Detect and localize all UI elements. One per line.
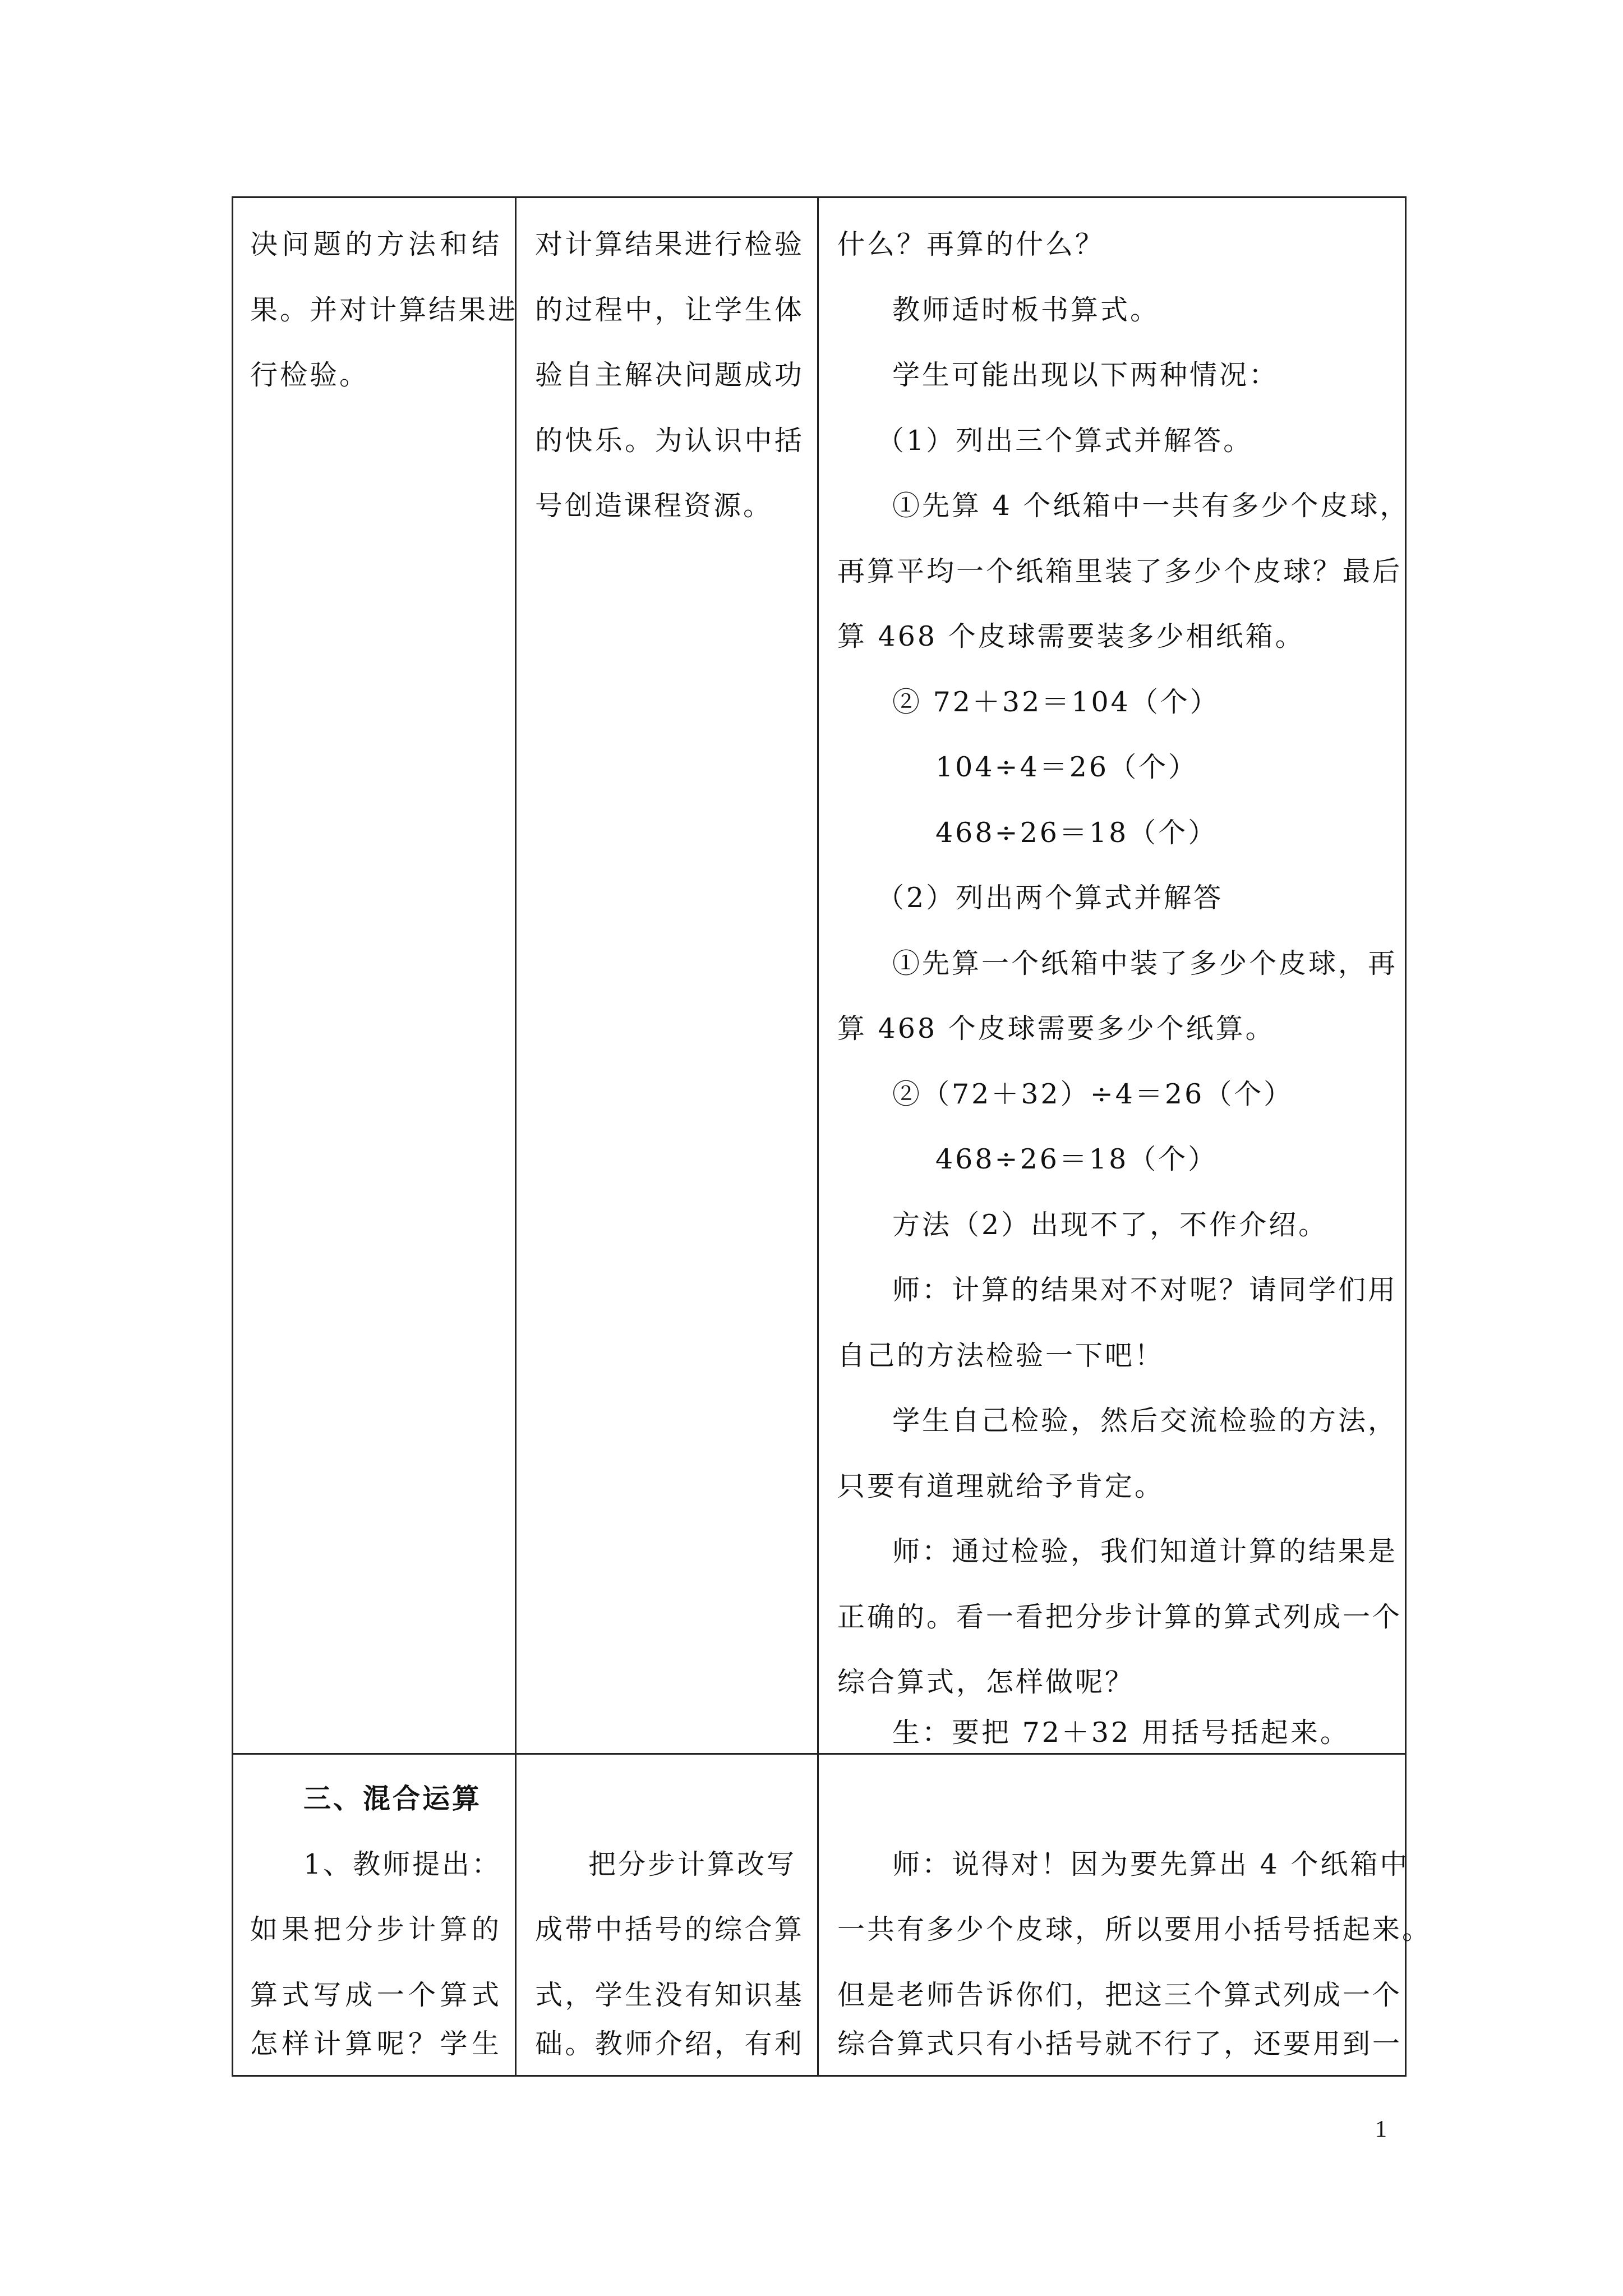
table-border-bottom — [232, 2075, 1407, 2077]
text-line: 式 ， 学 生 没 有 知 识 基 — [535, 1979, 804, 2011]
text-line: ②（72＋32）÷4＝26（个） — [892, 1078, 1294, 1110]
column-divider-2 — [817, 196, 819, 2077]
text-line: 的 快 乐 。 为 认 识 中 括 — [535, 425, 804, 457]
text-line: 如 果 把 分 步 计 算 的 — [250, 1913, 501, 1945]
text-line: （1）列出三个算式并解答。 — [877, 425, 1253, 457]
text-line: 算 468 个皮球需要装多少相纸箱。 — [837, 620, 1305, 652]
text-line: 师：说得对！因为要先算出 4 个纸箱中 — [892, 1848, 1410, 1880]
text-line: 学生可能出现以下两种情况： — [892, 359, 1279, 391]
text-line: 行检验。 — [250, 359, 370, 391]
text-line: 师：通过检验，我们知道计算的结果是 — [892, 1535, 1398, 1567]
column-divider-1 — [515, 196, 517, 2077]
section-heading: 三、混合运算 — [303, 1782, 482, 1815]
text-line: ①先算 4 个纸箱中一共有多少个皮球， — [892, 490, 1410, 522]
text-line: （2）列出两个算式并解答 — [877, 882, 1224, 914]
text-line: ② 72＋32＝104（个） — [892, 686, 1220, 718]
text-line: 方法（2）出现不了，不作介绍。 — [892, 1209, 1329, 1241]
text-line: 468÷26＝18（个） — [935, 817, 1218, 849]
text-line: 正确的。看一看把分步计算的算式列成一个 — [837, 1601, 1403, 1633]
text-line: 但是老师告诉你们，把这三个算式列成一个 — [837, 1979, 1403, 2011]
text-line: 把分步计算改写 — [588, 1848, 797, 1880]
text-line: 自己的方法检验一下吧！ — [837, 1340, 1165, 1372]
table-border-right — [1405, 196, 1407, 2077]
text-line: 综合算式，怎样做呢？ — [837, 1666, 1135, 1698]
text-line: 师：计算的结果对不对呢？请同学们用 — [892, 1274, 1398, 1306]
text-line: 的 过 程 中 ， 让 学 生 体 — [535, 294, 804, 326]
table-border-top — [232, 196, 1407, 198]
lesson-plan-table — [232, 196, 1432, 2077]
text-line: 104÷4＝26（个） — [935, 751, 1198, 783]
text-line: 468÷26＝18（个） — [935, 1143, 1218, 1175]
text-line: 生：要把 72＋32 用括号括起来。 — [892, 1717, 1350, 1749]
text-line: 算 式 写 成 一 个 算 式 — [250, 1979, 501, 2011]
text-line: 什么？再算的什么？ — [837, 228, 1105, 260]
text-line: 综合算式只有小括号就不行了，还要用到一 — [837, 2028, 1403, 2060]
row-divider — [232, 1753, 1407, 1755]
text-line: 成 带 中 括 号 的 综 合 算 — [535, 1913, 804, 1945]
text-line: 一共有多少个皮球，所以要用小括号括起来。 — [837, 1913, 1432, 1945]
text-line: 对 计 算 结 果 进 行 检 验 — [535, 228, 804, 260]
text-line: 再算平均一个纸箱里装了多少个皮球？最后 — [837, 555, 1403, 587]
text-line: 验 自 主 解 决 问 题 成 功 — [535, 359, 804, 391]
text-line: 决 问 题 的 方 法 和 结 — [250, 228, 501, 260]
text-line: 果 。 并 对 计 算 结 果 进 — [250, 294, 518, 326]
text-line: 教师适时板书算式。 — [892, 294, 1160, 326]
table-border-left — [232, 196, 233, 2077]
text-line: ①先算一个纸箱中装了多少个皮球，再 — [892, 947, 1398, 979]
text-line: 算 468 个皮球需要多少个纸算。 — [837, 1013, 1275, 1045]
text-line: 学生自己检验，然后交流检验的方法， — [892, 1405, 1398, 1437]
text-line: 1、教师提出： — [303, 1848, 502, 1880]
text-line: 础 。 教 师 介 绍 ， 有 利 — [535, 2028, 804, 2060]
page-number: 1 — [1375, 2116, 1387, 2142]
text-line: 只要有道理就给予肯定。 — [837, 1470, 1165, 1502]
text-line: 号创造课程资源。 — [535, 490, 773, 522]
text-line: 怎 样 计 算 呢 ？ 学 生 — [250, 2028, 501, 2060]
